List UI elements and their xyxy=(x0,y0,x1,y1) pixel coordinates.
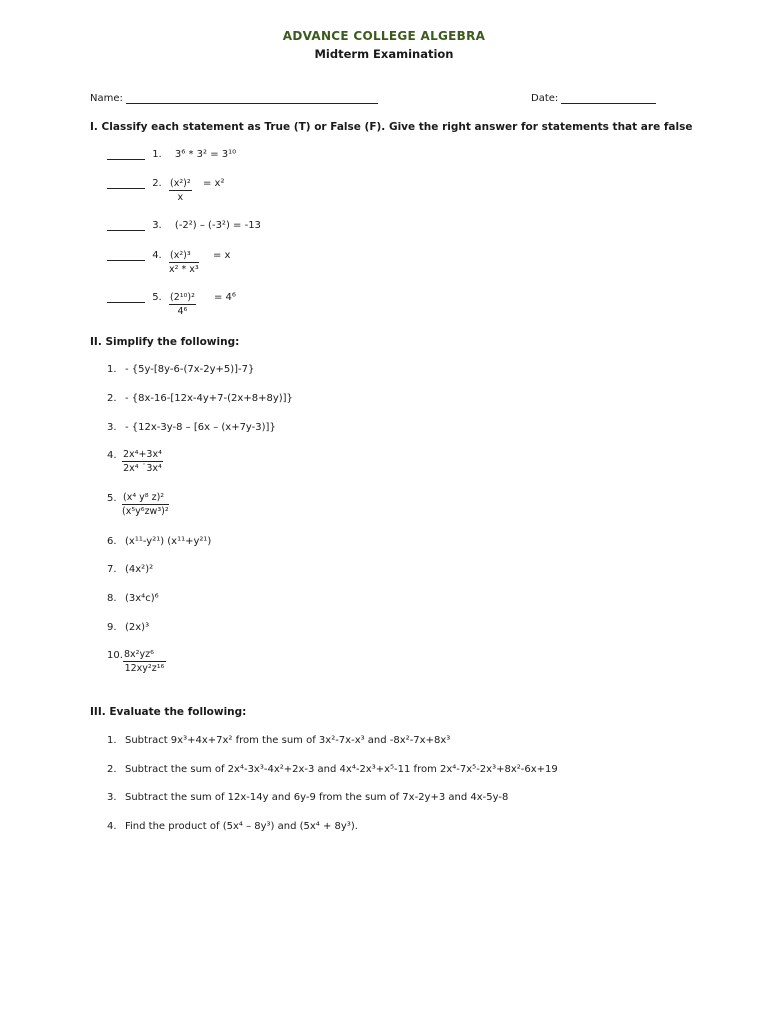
tf-item-5-fraction xyxy=(169,292,196,317)
tf-item-1 xyxy=(107,149,236,160)
evaluate-item-4 xyxy=(107,821,358,832)
fraction-numerator: (2¹⁰)² xyxy=(170,292,195,303)
tf-item-4-fraction xyxy=(169,250,199,275)
tf-item-4 xyxy=(107,250,162,261)
item-number: 2. xyxy=(107,393,117,404)
simplify-item-9 xyxy=(107,622,149,633)
simplify-item-1 xyxy=(107,364,254,375)
answer-blank[interactable] xyxy=(107,292,145,303)
item-number: 4. xyxy=(152,250,162,261)
date-blank[interactable] xyxy=(561,93,656,104)
fraction-numerator: 2x⁴+3x⁴ xyxy=(123,449,162,460)
simplify-item-6 xyxy=(107,536,211,547)
item-number: 4. xyxy=(107,821,117,832)
name-label: Name: xyxy=(90,93,123,104)
fraction-denominator: x xyxy=(177,192,184,203)
item-number: 2. xyxy=(107,764,117,775)
item-text: (2x)³ xyxy=(125,622,150,633)
evaluate-item-2 xyxy=(107,764,558,775)
item-text: (-2²) – (-3²) = -13 xyxy=(174,220,261,231)
simplify-item-5-number: 5. xyxy=(107,493,117,504)
section-3-heading: III. Evaluate the following: xyxy=(90,706,247,718)
tf-item-2-fraction xyxy=(169,178,192,203)
tf-item-2-rhs: = x² xyxy=(203,178,225,189)
tf-item-3 xyxy=(107,220,261,231)
simplify-item-3 xyxy=(107,422,276,433)
simplify-item-10-fraction xyxy=(123,649,166,674)
evaluate-item-1 xyxy=(107,735,450,746)
simplify-item-7 xyxy=(107,564,153,575)
item-text: - {12x-3y-8 – [6x – (x+7y-3)]} xyxy=(125,422,276,433)
fraction-denominator: (x⁵y⁶zw³)² xyxy=(122,506,169,517)
answer-blank[interactable] xyxy=(107,220,145,231)
name-blank[interactable] xyxy=(126,93,378,104)
tf-item-2 xyxy=(107,178,162,189)
item-number: 5. xyxy=(152,292,162,303)
item-number: 2. xyxy=(152,178,162,189)
item-text: (x¹¹-y²¹) (x¹¹+y²¹) xyxy=(125,536,212,547)
exam-subtitle: Midterm Examination xyxy=(314,47,454,61)
answer-blank[interactable] xyxy=(107,178,145,189)
fraction-numerator: (x⁴ y⁸ z)² xyxy=(122,492,169,505)
item-text: (3x⁴c)⁶ xyxy=(125,593,159,604)
item-number: 1. xyxy=(107,364,117,375)
answer-blank[interactable] xyxy=(107,149,145,160)
simplify-item-2 xyxy=(107,393,293,404)
fraction-denominator: 4⁶ xyxy=(177,306,188,317)
item-text: Find the product of (5x⁴ – 8y³) and (5x⁴ + 8y³). xyxy=(125,821,358,832)
name-line[interactable] xyxy=(90,93,378,104)
item-text: Subtract 9x³+4x+7x² from the sum of 3x²-7x-x³ and -8x²-7x+8x³ xyxy=(125,735,451,746)
item-text: Subtract the sum of 12x-14y and 6y-9 from the sum of 7x-2y+3 and 4x-5y-8 xyxy=(125,792,509,803)
evaluate-item-3 xyxy=(107,792,508,803)
answer-blank[interactable] xyxy=(107,250,145,261)
item-number: 6. xyxy=(107,536,117,547)
item-text: 3⁶ * 3² = 3¹⁰ xyxy=(174,149,237,160)
item-text: - {8x-16-[12x-4y+7-(2x+8+8y)]} xyxy=(125,393,293,404)
item-text: (4x²)² xyxy=(125,564,154,575)
item-number: 3. xyxy=(152,220,162,231)
item-number: 3. xyxy=(107,792,117,803)
fraction-numerator: 8x²yz⁶ xyxy=(123,649,166,662)
item-number: 3. xyxy=(107,422,117,433)
simplify-item-4-number: 4. xyxy=(107,450,117,461)
item-number: 9. xyxy=(107,622,117,633)
simplify-item-10-number: 10. xyxy=(107,650,123,661)
tf-item-5-rhs: = 4⁶ xyxy=(214,292,236,303)
item-text: Subtract the sum of 2x⁴-3x³-4x²+2x-3 and 4x⁴-2x³+x⁵-11 from 2x⁴-7x⁵-2x³+8x²-6x+19 xyxy=(125,764,558,775)
tf-item-4-rhs: = x xyxy=(213,250,231,261)
item-text: - {5y-[8y-6-(7x-2y+5)]-7} xyxy=(125,364,255,375)
section-1-heading: I. Classify each statement as True (T) or False (F). Give the right answer for statements that are false xyxy=(90,121,693,133)
simplify-item-8 xyxy=(107,593,159,604)
exam-title: ADVANCE COLLEGE ALGEBRA xyxy=(282,29,486,43)
fraction-denominator: x² * x³ xyxy=(169,264,199,275)
fraction-denominator: 12xy²z¹⁶ xyxy=(124,663,165,674)
tf-item-5 xyxy=(107,292,162,303)
item-number: 1. xyxy=(152,149,162,160)
simplify-item-4-fraction xyxy=(122,449,163,474)
item-number: 8. xyxy=(107,593,117,604)
fraction-numerator: (x²)³ xyxy=(169,250,199,263)
section-2-heading: II. Simplify the following: xyxy=(90,336,240,348)
fraction-denominator: 2x⁴ ˙3x⁴ xyxy=(123,463,162,474)
item-number: 7. xyxy=(107,564,117,575)
item-number: 1. xyxy=(107,735,117,746)
simplify-item-5-fraction xyxy=(122,492,169,517)
fraction-numerator: (x²)² xyxy=(170,178,191,189)
date-label: Date: xyxy=(531,93,559,104)
date-line[interactable] xyxy=(531,93,656,104)
